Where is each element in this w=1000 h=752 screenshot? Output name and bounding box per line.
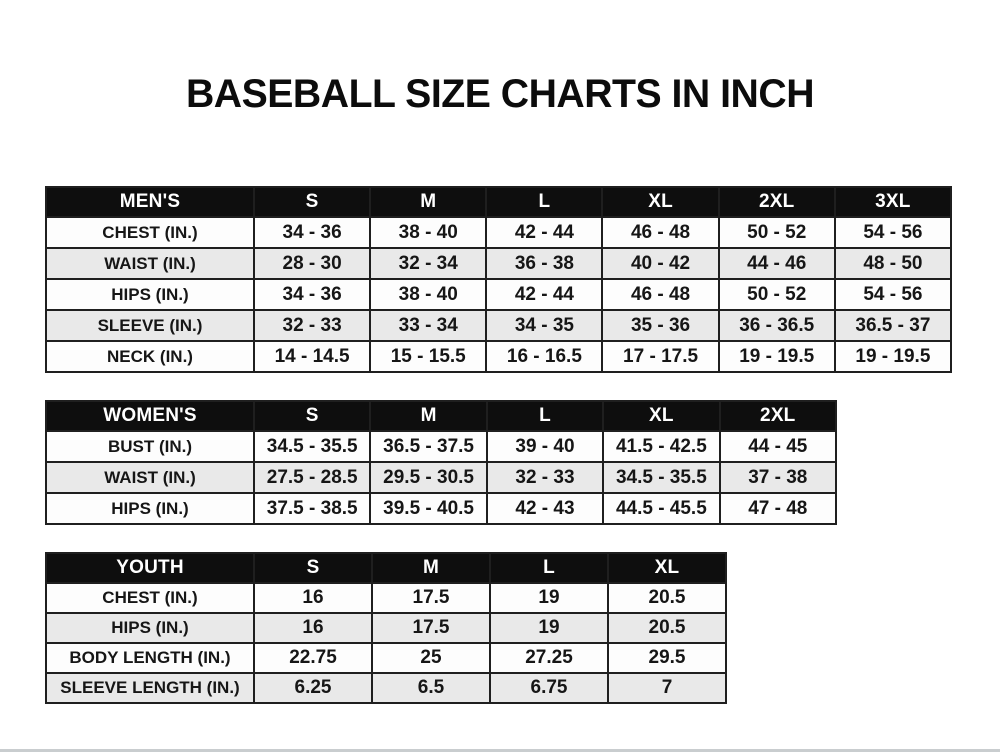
table-cell: 40 - 42 [602,248,718,279]
table-cell: 46 - 48 [602,217,718,248]
table-cell: 7 [608,673,726,703]
womens-header-row [46,401,836,431]
table-cell: 54 - 56 [835,279,951,310]
table-cell: 37 - 38 [720,462,836,493]
table-cell: 38 - 40 [370,279,486,310]
header-cell-xl: XL [602,187,718,217]
table-cell: 36.5 - 37.5 [370,431,486,462]
table-cell: 14 - 14.5 [254,341,370,372]
table-cell: 16 - 16.5 [486,341,602,372]
womens-waist-row [46,462,836,493]
header-cell-l: L [486,187,602,217]
table-cell: 42 - 44 [486,217,602,248]
table-cell: 44 - 46 [719,248,835,279]
table-cell: 27.5 - 28.5 [254,462,370,493]
row-label: BUST (IN.) [46,431,254,462]
womens-size-table [45,400,837,525]
womens-hips-row [46,493,836,524]
youth-sleeve-length-row [46,673,726,703]
table-cell: 34.5 - 35.5 [254,431,370,462]
table-cell: 44.5 - 45.5 [603,493,719,524]
header-cell-xl: XL [608,553,726,583]
table-cell: 39 - 40 [487,431,603,462]
header-cell-m: M [372,553,490,583]
row-label: WAIST (IN.) [46,462,254,493]
mens-hips-row [46,279,951,310]
mens-sleeve-row [46,310,951,341]
header-cell-2xl: 2XL [720,401,836,431]
table-cell: 34 - 36 [254,279,370,310]
table-cell: 35 - 36 [602,310,718,341]
header-cell-3xl: 3XL [835,187,951,217]
row-label: SLEEVE LENGTH (IN.) [46,673,254,703]
table-cell: 16 [254,583,372,613]
header-cell-l: L [490,553,608,583]
table-cell: 19 - 19.5 [835,341,951,372]
table-cell: 29.5 - 30.5 [370,462,486,493]
mens-size-table [45,186,952,373]
table-cell: 42 - 44 [486,279,602,310]
youth-header-row [46,553,726,583]
table-cell: 34 - 36 [254,217,370,248]
mens-waist-row [46,248,951,279]
table-cell: 27.25 [490,643,608,673]
table-cell: 17.5 [372,583,490,613]
table-cell: 20.5 [608,583,726,613]
table-cell: 25 [372,643,490,673]
table-cell: 39.5 - 40.5 [370,493,486,524]
table-cell: 47 - 48 [720,493,836,524]
row-label: NECK (IN.) [46,341,254,372]
table-cell: 37.5 - 38.5 [254,493,370,524]
table-cell: 22.75 [254,643,372,673]
header-cell-s: S [254,401,370,431]
header-cell-womens: WOMEN'S [46,401,254,431]
table-cell: 29.5 [608,643,726,673]
table-cell: 34.5 - 35.5 [603,462,719,493]
table-cell: 6.75 [490,673,608,703]
table-cell: 20.5 [608,613,726,643]
youth-body-length-row [46,643,726,673]
table-cell: 19 [490,583,608,613]
table-cell: 36 - 36.5 [719,310,835,341]
row-label: SLEEVE (IN.) [46,310,254,341]
page-title: BASEBALL SIZE CHARTS IN INCH [185,72,815,116]
table-cell: 19 - 19.5 [719,341,835,372]
table-cell: 19 [490,613,608,643]
table-cell: 28 - 30 [254,248,370,279]
header-cell-s: S [254,553,372,583]
header-cell-youth: YOUTH [46,553,254,583]
table-cell: 32 - 33 [487,462,603,493]
mens-chest-row [46,217,951,248]
table-cell: 32 - 33 [254,310,370,341]
table-cell: 36.5 - 37 [835,310,951,341]
row-label: BODY LENGTH (IN.) [46,643,254,673]
table-cell: 32 - 34 [370,248,486,279]
table-cell: 6.5 [372,673,490,703]
womens-bust-row [46,431,836,462]
table-cell: 44 - 45 [720,431,836,462]
table-cell: 38 - 40 [370,217,486,248]
row-label: WAIST (IN.) [46,248,254,279]
header-cell-s: S [254,187,370,217]
table-cell: 15 - 15.5 [370,341,486,372]
table-cell: 50 - 52 [719,279,835,310]
mens-neck-row [46,341,951,372]
table-cell: 41.5 - 42.5 [603,431,719,462]
table-cell: 50 - 52 [719,217,835,248]
header-cell-m: M [370,187,486,217]
table-cell: 54 - 56 [835,217,951,248]
row-label: HIPS (IN.) [46,493,254,524]
table-cell: 16 [254,613,372,643]
table-cell: 46 - 48 [602,279,718,310]
table-cell: 17.5 [372,613,490,643]
header-cell-l: L [487,401,603,431]
row-label: CHEST (IN.) [46,217,254,248]
youth-chest-row [46,583,726,613]
youth-hips-row [46,613,726,643]
header-cell-mens: MEN'S [46,187,254,217]
row-label: HIPS (IN.) [46,279,254,310]
header-cell-2xl: 2XL [719,187,835,217]
table-cell: 48 - 50 [835,248,951,279]
table-cell: 36 - 38 [486,248,602,279]
table-cell: 6.25 [254,673,372,703]
header-cell-m: M [370,401,486,431]
youth-size-table [45,552,727,704]
table-cell: 42 - 43 [487,493,603,524]
table-cell: 33 - 34 [370,310,486,341]
table-cell: 17 - 17.5 [602,341,718,372]
table-cell: 34 - 35 [486,310,602,341]
row-label: HIPS (IN.) [46,613,254,643]
row-label: CHEST (IN.) [46,583,254,613]
mens-header-row [46,187,951,217]
header-cell-xl: XL [603,401,719,431]
